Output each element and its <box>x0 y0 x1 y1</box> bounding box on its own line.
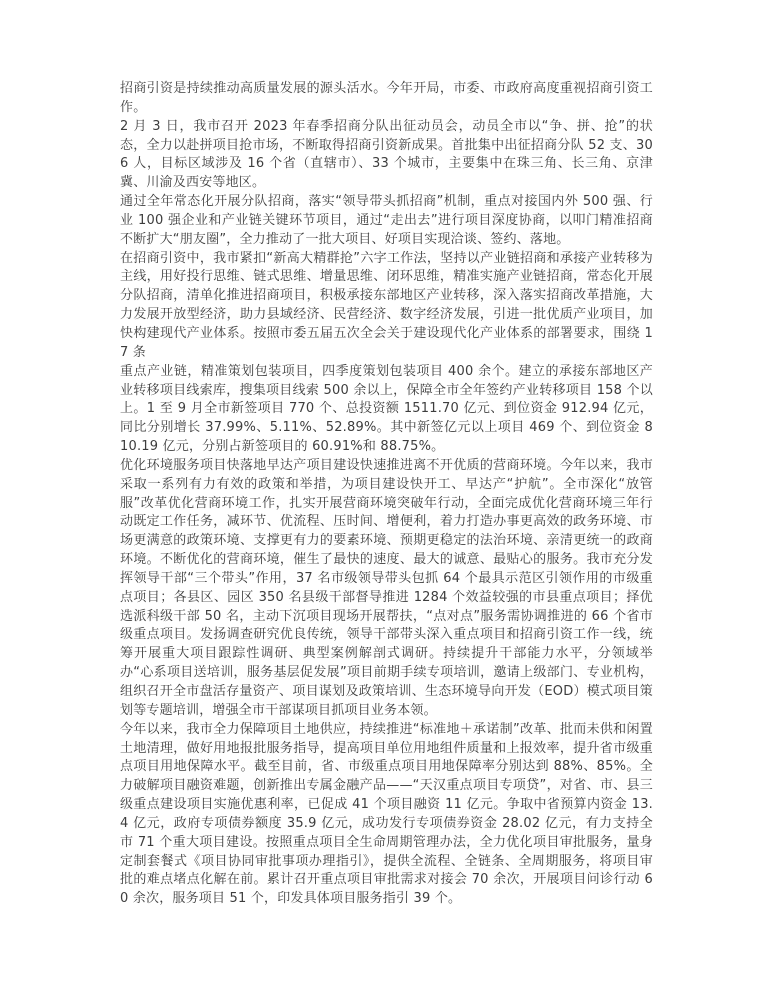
paragraph-4: 在招商引资中，我市紧扣“新高大精群抢”六字工作法，坚持以产业链招商和承接产业转移为主线，用好投行思维、链式思维、增量思维、闭环思维，精准实施产业链招商，常态化开展分队招商，清单化推进招商项目，积极承接东部地区产业转移，深入落实招商改革措施，大力发展开放型经济，助力县域经济、民营经济、数字经济发展，引进一批优质产业项目，加快构建现代产业体系。按照市委五届五次全会关于建设现代化产业体系的部署要求，围绕 17 条 <box>120 250 653 360</box>
paragraph-2: 2 月 3 日，我市召开 2023 年春季招商分队出征动员会，动员全市以“争、拼、抢”的状态，全力以赴拼项目抢市场，不断取得招商引资新成果。首批集中出征招商分队 52 支、306 人，目标区域涉及 16 个省（直辖市）、33 个城市，主要集中在珠三角、长三角、京津冀、川渝及西安等地区。 <box>120 118 653 191</box>
paragraph-7: 今年以来，我市全力保障项目土地供应，持续推进“标准地＋承诺制”改革、批而未供和闲置土地清理，做好用地报批服务指导，提高项目单位用地组件质量和上报效率，提升省市级重点项目用地保障水平。截至目前，省、市级重点项目用地保障率分别达到 88%、85%。全力破解项目融资难题，创新推出专属金融产品——“天汉重点项目专项贷”，对省、市、县三级重点建设项目实施优惠利率，已促成 41 个项目融资 11 亿元。争取中省预算内资金 13.4 亿元，政府专项债券额度 35.9 亿元，成功发行专项债券资金 28.02 亿元，有力支持全市 71 个重大项目建设。按照重点项目全生命周期管理办法，全力优化项目审批服务，量身定制套餐式《项目协同审批事项办理指引》，提供全流程、全链条、全周期服务，将项目审批的难点堵点化解在前。累计召开重点项目审批需求对接会 70 余次，开展项目问诊行动 60 余次，服务项目 51 个，印发具体项目服务指引 39 个。 <box>120 721 653 907</box>
paragraph-3: 通过全年常态化开展分队招商，落实“领导带头抓招商”机制，重点对接国内外 500 强、行业 100 强企业和产业链关键环节项目，通过“走出去”进行项目深度协商，以叩门精准招商不断扩大“朋友圈”，全力推动了一批大项目、好项目实现洽谈、签约、落地。 <box>120 194 653 247</box>
paragraph-5: 重点产业链，精准策划包装项目，四季度策划包装项目 400 余个。建立的承接东部地区产业转移项目线索库，搜集项目线索 500 余以上，保障全市全年签约产业转移项目 158 个以上。1 至 9 月全市新签项目 770 个、总投资额 1511.70 亿元、到位资金 912.94 亿元，同比分别增长 37.99%、5.11%、52.89%。其中新签亿元以上项目 469 个、到位资金 810.19 亿元，分别占新签项目的 60.91%和 88.75%。 <box>120 363 653 455</box>
paragraph-6: 优化环境服务项目快落地早达产项目建设快速推进离不开优质的营商环境。今年以来，我市采取一系列有力有效的政策和举措，为项目建设快开工、早达产“护航”。全市深化“放管服”改革优化营商环境工作，扎实开展营商环境突破年行动，全面完成优化营商环境三年行动既定工作任务，减环节、优流程、压时间、增便利，着力打造办事更高效的政务环境、市场更满意的政策环境、支撑更有力的要素环境、预期更稳定的法治环境、亲清更统一的政商环境。不断优化的营商环境，催生了最快的速度、最大的诚意、最贴心的服务。我市充分发挥领导干部“三个带头”作用，37 名市级领导带头包抓 64 个最具示范区引领作用的市级重点项目；各县区、园区 350 名县级干部督导推进 1284 个效益较强的市县重点项目；择优选派科级干部 50 名，主动下沉项目现场开展帮扶，“点对点”服务需协调推进的 66 个省市级重点项目。发扬调查研究优良传统，领导干部带头深入重点项目和招商引资工作一线，统筹开展重大项目跟踪性调研、典型案例解剖式调研。持续提升干部能力水平，分领域举办“心系项目送培训，服务基层促发展”项目前期手续专项培训，邀请上级部门、专业机构，组织召开全市盘活存量资产、项目谋划及政策培训、生态环境导向开发（EOD）模式项目策划等专题培训，增强全市干部谋项目抓项目业务本领。 <box>120 457 653 718</box>
paragraph-1: 招商引资是持续推动高质量发展的源头活水。今年开局，市委、市政府高度重视招商引资工作。 <box>120 81 653 115</box>
document-body <box>120 80 653 909</box>
